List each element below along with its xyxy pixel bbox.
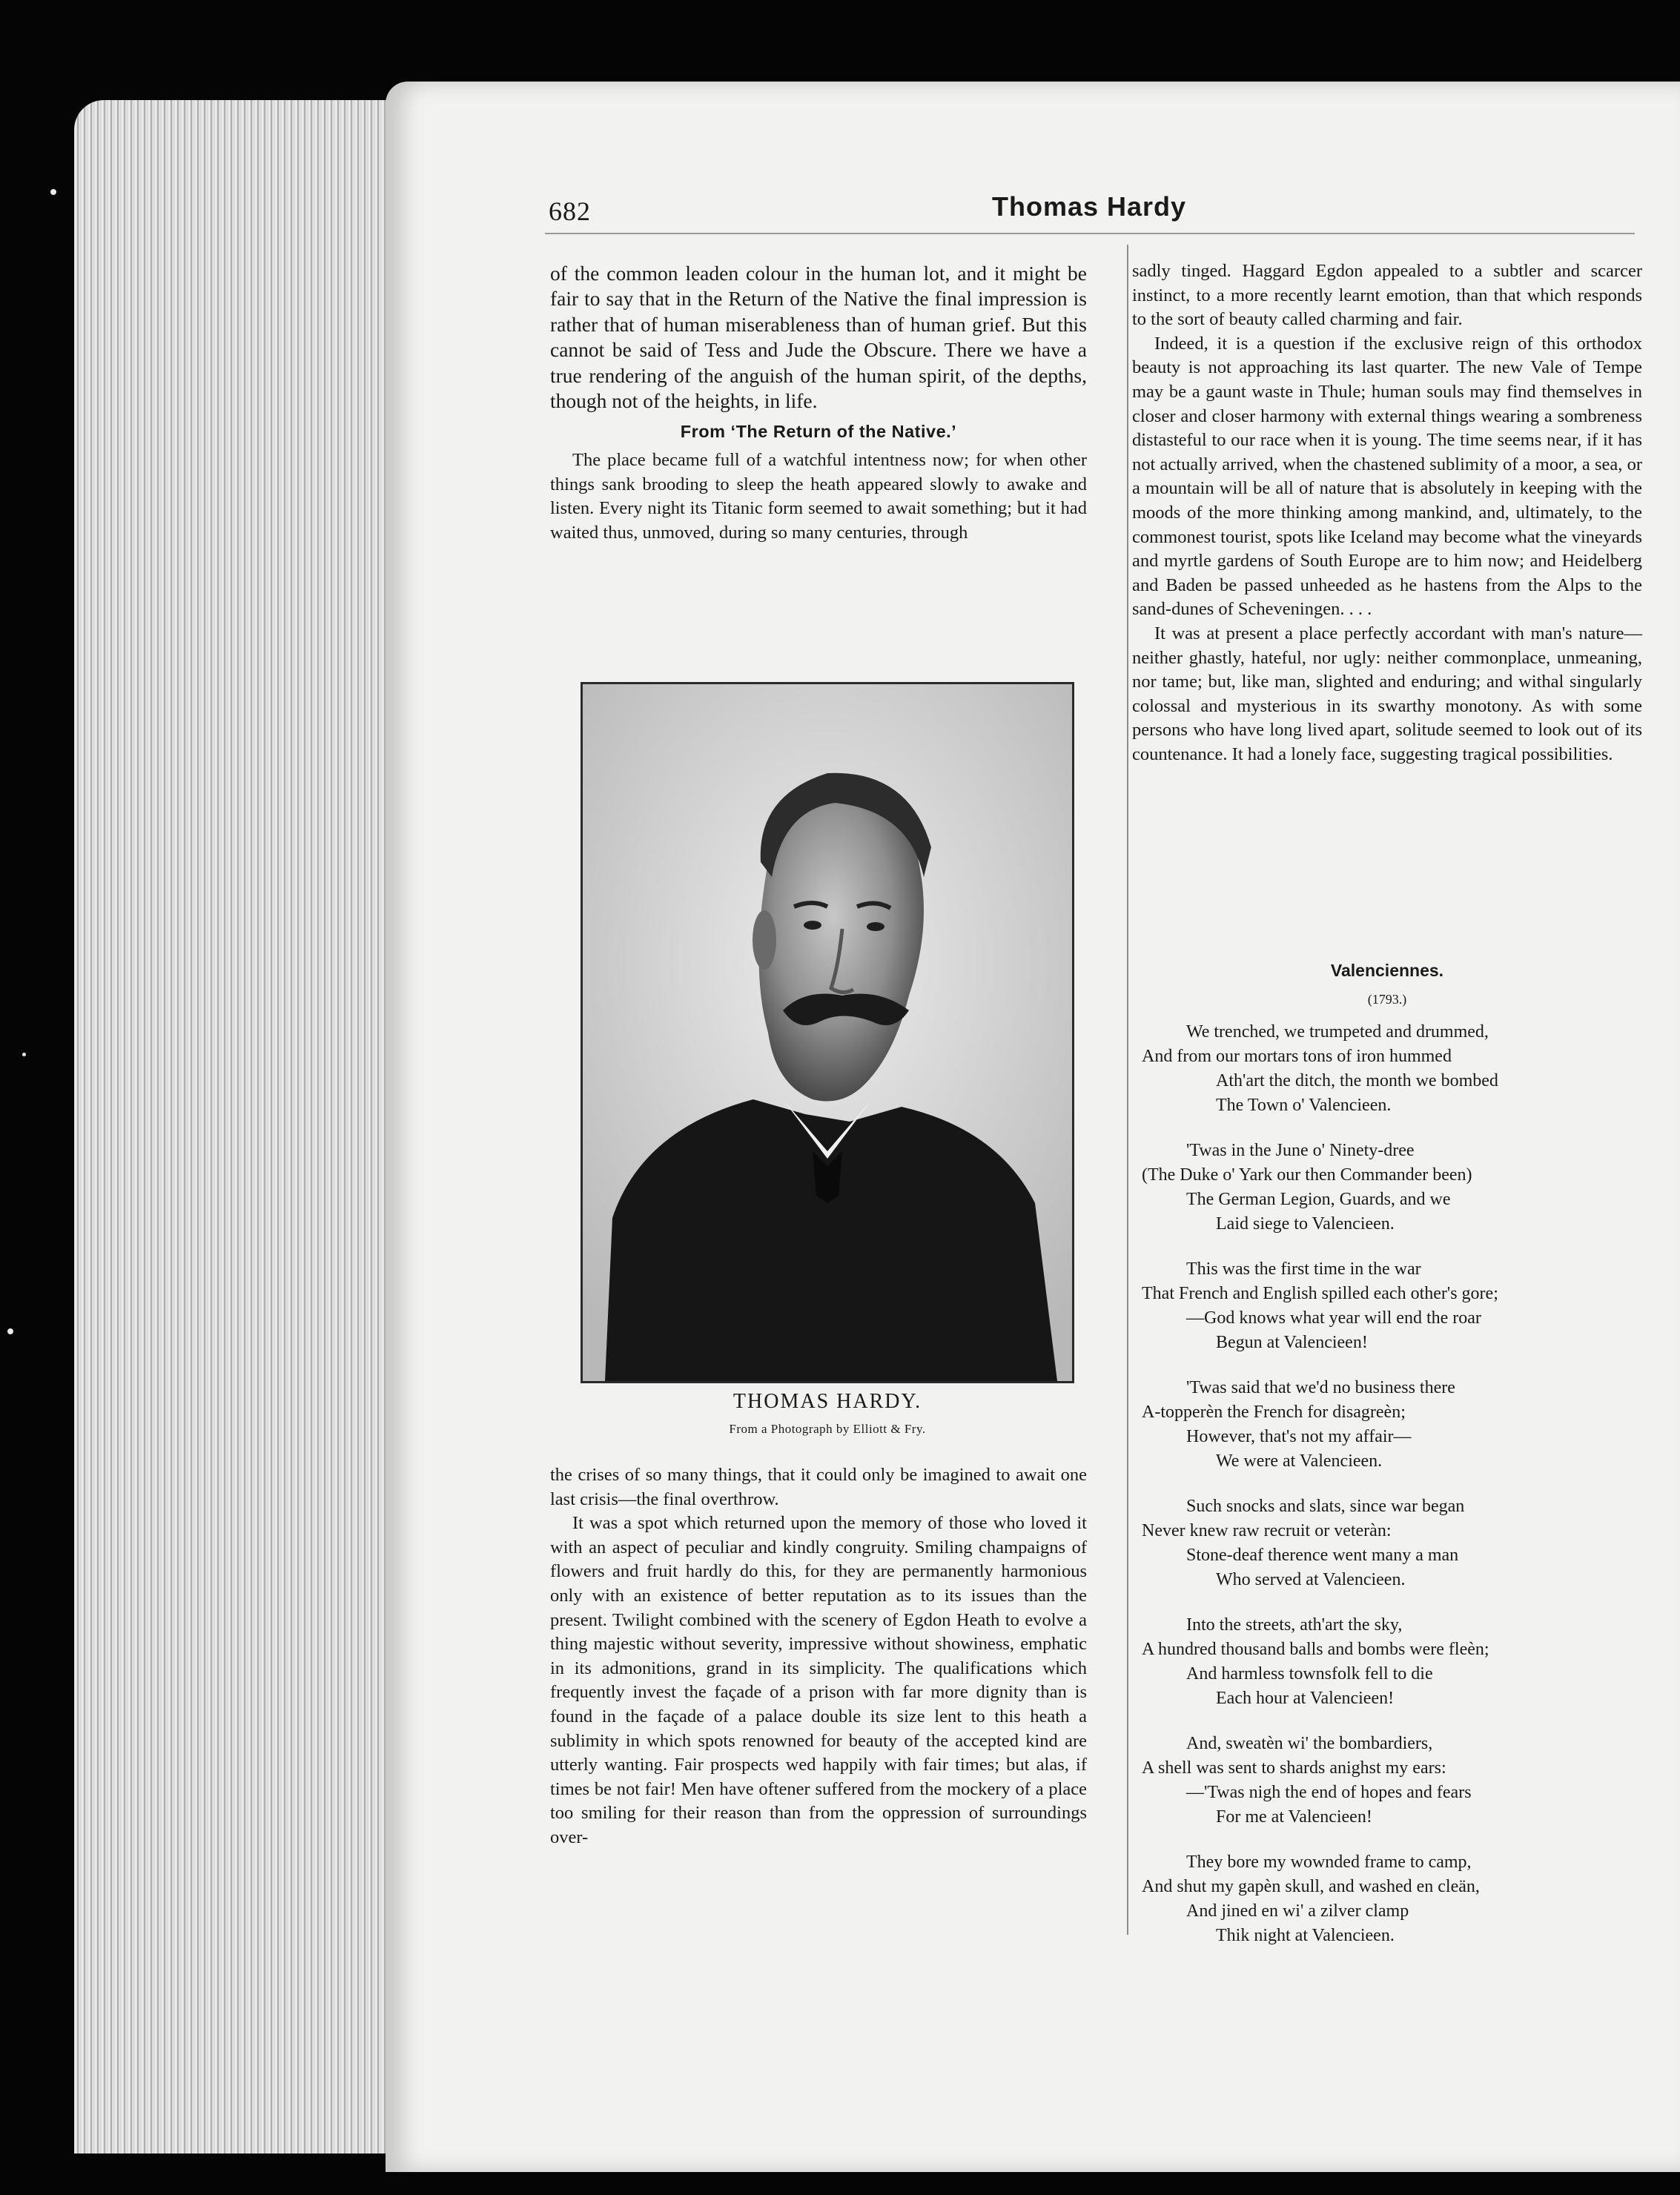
poem-line: Each hour at Valencieen! [1216, 1689, 1395, 1708]
poem-line: This was the first time in the war [1186, 1259, 1421, 1279]
portrait-credit: From a Photograph by Elliott & Fry. [729, 1422, 926, 1436]
page-number: 682 [549, 196, 591, 226]
poem-line: A hundred thousand balls and bombs were fleèn; [1142, 1640, 1489, 1659]
right-column-prose [1132, 259, 1642, 767]
poem-stanza [1142, 1257, 1646, 1355]
book-page-edges [74, 100, 393, 2153]
poem-line: Laid siege to Valencieen. [1216, 1214, 1395, 1234]
poem-line: And jined en wi' a zilver clamp [1186, 1901, 1409, 1921]
left-column-top [550, 261, 1087, 545]
intro-paragraph: of the common leaden colour in the human lot, and it might be fair to say that in the Return of the Native the final impression is rather that of human miserableness than of human grief. But this cannot be said of Tess and Jude the Obscure. There we have a true rendering of the anguish of the human spirit, of the depths, though not of the heights, in life. [550, 262, 1087, 413]
poem-line: They bore my wownded frame to camp, [1186, 1853, 1472, 1872]
scan-speck [50, 189, 56, 195]
poem-body [1142, 1020, 1646, 1969]
poem-line: The Town o' Valencieen. [1216, 1096, 1392, 1115]
excerpt-paragraph-3: Indeed, it is a question if the exclusive reign of this orthodox beauty is not approaching its last quarter. The new Vale of Tempe may be a gaunt waste in Thule; human souls may find themselves in closer and closer harmony with external things wearing a sombreness distasteful to our race when it is young. The time seems near, if it has not actually arrived, when the chastened sublimity of a moor, a sea, or a mountain will be all of nature that is absolutely in keeping with the moods of the more thinking among mankind, and, ultimately, to the commonest tourist, spots like Iceland may become what the vineyards and myrtle gardens of South Europe are to him now; and Heidelberg and Baden be passed unheeded as he hastens from the Alps to the sand-dunes of Scheveningen. . . . [1132, 333, 1642, 620]
poem-line: Into the streets, ath'art the sky, [1186, 1615, 1403, 1635]
excerpt-paragraph-2-continued: sadly tinged. Haggard Egdon appealed to a subtler and scarcer instinct, to a more recently learnt emotion, than that which responds to the sort of beauty called charming and fair. [1132, 261, 1642, 330]
header-rule [545, 233, 1635, 234]
poem-date: (1793.) [1367, 992, 1407, 1007]
poem-line: —God knows what year will end the roar [1186, 1308, 1481, 1328]
poem-line: We trenched, we trumpeted and drummed, [1186, 1022, 1489, 1042]
poem-line: And shut my gapèn skull, and washed en cleän, [1142, 1877, 1480, 1896]
excerpt-paragraph-2: It was a spot which returned upon the memory of those who loved it with an aspect of peculiar and kindly congruity. Smiling champaigns of flowers and fruit hardly do this, for they are permanently harmonious only with an existence of better reputation as to its issues than the present. Twilight combined with the scenery of Egdon Heath to evolve a thing majestic without severity, impressive without showiness, emphatic in its admonitions, grand in its simplicity. The qualifications which frequently invest the façade of a prison with far more dignity than is found in the façade of a palace double its size lent to this heath a sublimity in which spots renowned for beauty of the accepted kind are utterly wanting. Fair prospects wed happily with fair times; but alas, if times be not fair! Men have oftener suffered from the mockery of a place too smiling for their reason than from the oppression of surroundings over- [550, 1513, 1087, 1847]
poem-line: Thik night at Valencieen. [1216, 1926, 1395, 1945]
poem-line: A-topperèn the French for disagreèn; [1142, 1403, 1406, 1422]
column-rule [1127, 245, 1128, 1935]
scan-speck [22, 1053, 26, 1056]
poem-stanza [1142, 1732, 1646, 1830]
poem-line: Such snocks and slats, since war began [1186, 1497, 1465, 1516]
scan-speck [7, 1328, 13, 1334]
poem-line: (The Duke o' Yark our then Commander been) [1142, 1165, 1472, 1185]
poem-line: Stone-deaf therence went many a man [1186, 1546, 1459, 1565]
poem-line: And from our mortars tons of iron hummed [1142, 1047, 1452, 1066]
poem-line: However, that's not my affair— [1186, 1427, 1412, 1446]
poem-line: The German Legion, Guards, and we [1186, 1190, 1451, 1209]
poem-line: —'Twas nigh the end of hopes and fears [1186, 1783, 1472, 1802]
poem-line: Who served at Valencieen. [1216, 1570, 1406, 1589]
poem-stanza [1142, 1139, 1646, 1236]
poem-line: 'Twas said that we'd no business there [1186, 1378, 1455, 1397]
poem-line: Ath'art the ditch, the month we bombed [1216, 1071, 1498, 1090]
poem-line: We were at Valencieen. [1216, 1451, 1383, 1471]
poem-line: For me at Valencieen! [1216, 1807, 1372, 1827]
poem-stanza [1142, 1850, 1646, 1948]
poem-line: And harmless townsfolk fell to die [1186, 1664, 1433, 1684]
poem-line: And, sweatèn wi' the bombardiers, [1186, 1734, 1433, 1753]
poem-stanza [1142, 1020, 1646, 1118]
poem-line: That French and English spilled each other's gore; [1142, 1284, 1498, 1303]
poem-stanza [1142, 1494, 1646, 1592]
poem-line: 'Twas in the June o' Ninety-dree [1186, 1141, 1415, 1160]
left-column-bottom [550, 1463, 1087, 1850]
poem-stanza [1142, 1613, 1646, 1711]
poem-line: Begun at Valencieen! [1216, 1333, 1368, 1352]
excerpt-paragraph-1: The place became full of a watchful intentness now; for when other things sank brooding to sleep the heath appeared slowly to awake and listen. Every night its Titanic form seemed to await something; but it had waited thus, unmoved, during so many centuries, through [550, 450, 1087, 543]
excerpt-title: From ‘The Return of the Native.’ [680, 422, 957, 442]
portrait-caption: THOMAS HARDY. [732, 1390, 922, 1413]
poem-line: Never knew raw recruit or veteràn: [1142, 1521, 1392, 1540]
running-head: Thomas Hardy [992, 191, 1187, 222]
excerpt-paragraph-4: It was at present a place perfectly accordant with man's nature—neither ghastly, hateful, nor ugly: neither commonplace, unmeaning, nor tame; but, like man, slighted and enduring; and withal singularly colossal and mysterious in its swarthy monotony. As with some persons who have long lived apart, solitude seemed to look out of its countenance. It had a lonely face, suggesting tragical possibilities. [1132, 623, 1642, 764]
poem-stanza [1142, 1376, 1646, 1474]
excerpt-paragraph-1-continued: the crises of so many things, that it could only be imagined to await one last crisis—the final overthrow. [550, 1465, 1087, 1509]
poem-title: Valenciennes. [1330, 961, 1444, 980]
portrait-image [583, 684, 1072, 1381]
poem-line: A shell was sent to shards anighst my ears: [1142, 1758, 1446, 1778]
portrait-photo [581, 682, 1074, 1383]
